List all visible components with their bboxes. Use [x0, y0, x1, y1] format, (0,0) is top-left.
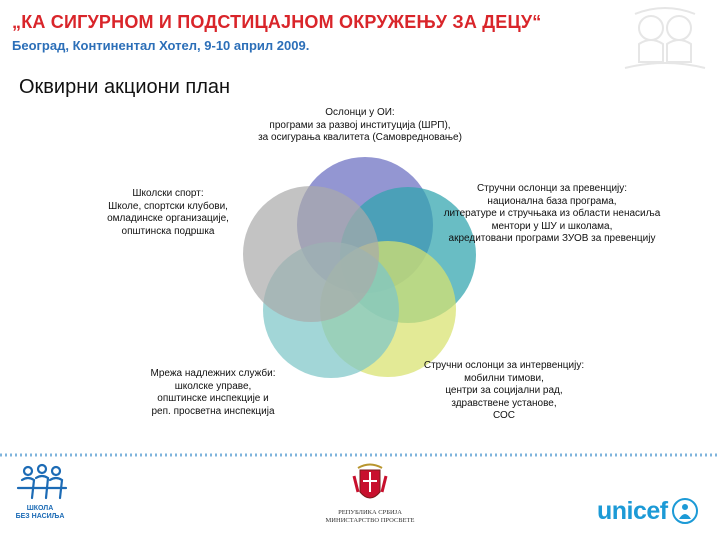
label-prevention: [428, 183, 676, 246]
header-title: „КА СИГУРНОМ И ПОДСТИЦАЈНОМ ОКРУЖЕЊУ ЗА ДЕЦУ“: [12, 12, 542, 32]
label-line: Школе, спортски клубови,: [108, 200, 228, 212]
page-title: Оквирни акциони план: [19, 76, 231, 98]
label-line: центри за социјални рад,: [445, 385, 563, 396]
label-line: реп. просветна инспекција: [151, 405, 275, 417]
label-line: СОС: [492, 410, 515, 421]
footer-mid-line: МИНИСТАРСТВО ПРОСВЕТЕ: [325, 517, 415, 524]
footer-dotted-divider: [0, 452, 720, 458]
label-intervention: [414, 360, 594, 423]
label-line: општинска подршка: [121, 225, 215, 237]
label-line: акредитовани програми ЗУОВ за превенцију: [448, 233, 656, 244]
label-line: школске управе,: [174, 380, 252, 392]
unicef-logo-text: unicef: [597, 497, 668, 525]
label-oi: [245, 107, 475, 145]
label-line: Стручни ослонци за превенцију:: [476, 183, 628, 194]
label-line: здравствене установе,: [451, 397, 557, 409]
label-line: за осигурања квалитета (Самовредновање): [258, 132, 462, 143]
footer-mid-line: РЕПУБЛИКА СРБИЈА: [338, 509, 402, 516]
label-line: литературе и стручњака из области ненасиља: [443, 208, 661, 219]
label-line: Мрежа надлежних служби:: [150, 368, 276, 379]
footer-left-line: ШКОЛА: [26, 505, 54, 512]
footer-left-line: БЕЗ НАСИЉА: [15, 513, 65, 520]
label-line: омладинске организације,: [107, 213, 229, 224]
label-line: национална база програма,: [487, 195, 617, 207]
label-line: Школски спорт:: [132, 188, 204, 199]
label-line: програми за развој институција (ШРП),: [269, 119, 451, 131]
label-sport: [80, 188, 256, 238]
school-without-violence-text: [8, 505, 72, 521]
label-line: Ослонци у ОИ:: [325, 107, 395, 118]
label-line: општинске инспекције и: [157, 393, 269, 404]
label-line: Стручни ослонци за интервенцију:: [423, 360, 585, 371]
circle-sport: [243, 186, 379, 322]
label-services: [138, 368, 288, 418]
label-line: ментори у ШУ и школама,: [491, 220, 613, 232]
header-subtitle: Београд, Континентал Хотел, 9-10 април 2009.: [12, 38, 310, 53]
unicef-emblem-icon: [671, 497, 699, 525]
ministry-of-education-text: [300, 509, 440, 525]
label-line: мобилни тимови,: [464, 372, 544, 384]
